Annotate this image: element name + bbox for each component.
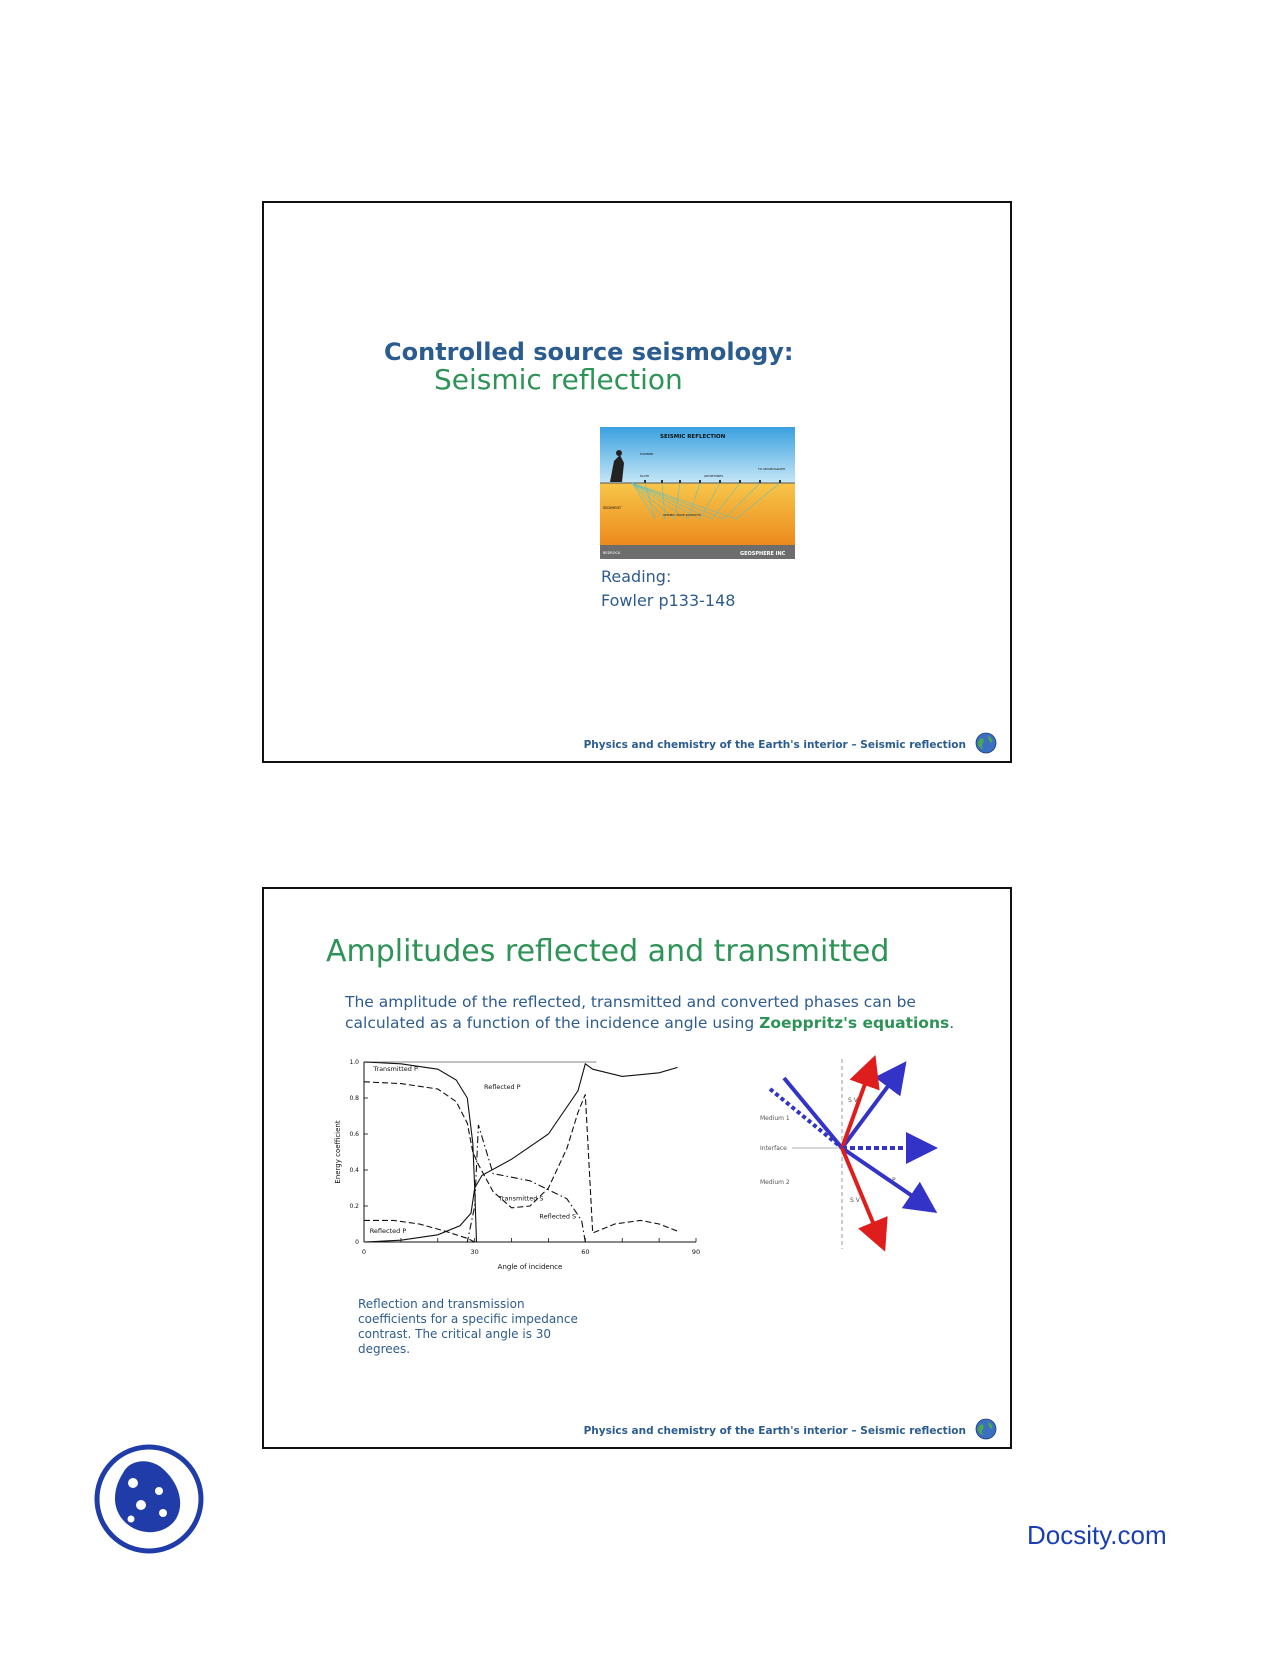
series-label-2: Transmitted S bbox=[498, 1194, 544, 1203]
y-tick-label: 0.2 bbox=[349, 1203, 359, 1210]
image-label-sediment: SEDIMENT bbox=[603, 506, 622, 510]
y-tick-label: 0 bbox=[355, 1239, 359, 1246]
slide-body-text bbox=[345, 992, 965, 1034]
x-axis-label: Angle of incidence bbox=[497, 1263, 563, 1271]
medium-2-label: Medium 2 bbox=[760, 1179, 790, 1186]
image-credit: GEOSPHERE INC bbox=[740, 551, 786, 557]
interface-label: Interface bbox=[760, 1145, 787, 1152]
series-label-0: Transmitted P bbox=[373, 1065, 418, 1073]
x-tick-label: 0 bbox=[361, 1248, 367, 1256]
image-label-geophones: GEOPHONES bbox=[704, 474, 724, 478]
series-label-3: Reflected S bbox=[539, 1212, 577, 1221]
seismic-reflection-illustration bbox=[600, 427, 795, 559]
series-line-1 bbox=[364, 1064, 678, 1242]
y-axis-label: Energy coefficient bbox=[334, 1120, 342, 1184]
sv-label-bottom: S V bbox=[850, 1197, 860, 1204]
body-text-emphasis: Zoeppritz's equations bbox=[759, 1014, 950, 1032]
x-tick-label: 60 bbox=[581, 1248, 590, 1256]
incident-p-ray bbox=[784, 1078, 842, 1148]
energy-coefficient-chart bbox=[326, 1052, 701, 1277]
slide-subtitle: Seismic reflection bbox=[434, 363, 683, 396]
x-tick-label: 90 bbox=[691, 1248, 701, 1256]
y-tick-label: 0.6 bbox=[349, 1131, 359, 1138]
image-label-bedrock: BEDROCK bbox=[603, 551, 621, 555]
slide-footer: Physics and chemistry of the Earth's interior – Seismic reflection bbox=[583, 739, 966, 751]
docsity-logo-icon bbox=[93, 1443, 205, 1555]
slide-title: Controlled source seismology: bbox=[384, 338, 794, 366]
image-label-hammer: HAMMER bbox=[640, 452, 654, 456]
slide-2 bbox=[262, 887, 1012, 1449]
image-label-plate: PLATE bbox=[640, 474, 650, 478]
series-line-3 bbox=[364, 1082, 678, 1233]
image-label-waves: SEISMIC WAVE RAYPATHS bbox=[663, 513, 701, 517]
y-tick-label: 0.4 bbox=[349, 1167, 359, 1174]
globe-icon bbox=[974, 1417, 998, 1441]
globe-icon bbox=[974, 731, 998, 755]
reflected-sv-ray bbox=[842, 1070, 870, 1148]
series-line-0 bbox=[364, 1062, 477, 1242]
series-label-reflected-p-low: Reflected P bbox=[369, 1227, 407, 1235]
reading-block bbox=[601, 565, 735, 613]
body-text-start: The amplitude of the reflected, transmitted and converted phases can be calculated as a function of the incidence angle using bbox=[345, 993, 916, 1032]
docsity-link[interactable]: Docsity.com bbox=[1027, 1520, 1167, 1550]
slide-1 bbox=[262, 201, 1012, 763]
series-label-1: Reflected P bbox=[484, 1083, 521, 1091]
image-heading: SEISMIC REFLECTION bbox=[660, 434, 726, 440]
chart-caption: Reflection and transmission coefficients for a specific impedance contrast. The critical angle is 30 degrees. bbox=[358, 1297, 578, 1356]
x-tick-label: 30 bbox=[470, 1248, 479, 1256]
sv-label-top: S V bbox=[848, 1097, 858, 1104]
slide-footer: Physics and chemistry of the Earth's interior – Seismic reflection bbox=[583, 1425, 966, 1437]
p-label: P bbox=[892, 1177, 896, 1184]
ray-diagram bbox=[742, 1054, 932, 1254]
y-tick-label: 0.8 bbox=[349, 1095, 359, 1102]
reflected-p-ray bbox=[842, 1074, 897, 1148]
reading-reference: Fowler p133-148 bbox=[601, 591, 736, 610]
slide-title: Amplitudes reflected and transmitted bbox=[326, 934, 890, 969]
y-tick-label: 1.0 bbox=[349, 1059, 359, 1066]
image-label-seismograph: TO SEISMOGRAPH bbox=[758, 467, 786, 471]
reading-label: Reading: bbox=[601, 567, 672, 586]
body-text-end: . bbox=[949, 1014, 955, 1032]
medium-1-label: Medium 1 bbox=[760, 1115, 790, 1122]
